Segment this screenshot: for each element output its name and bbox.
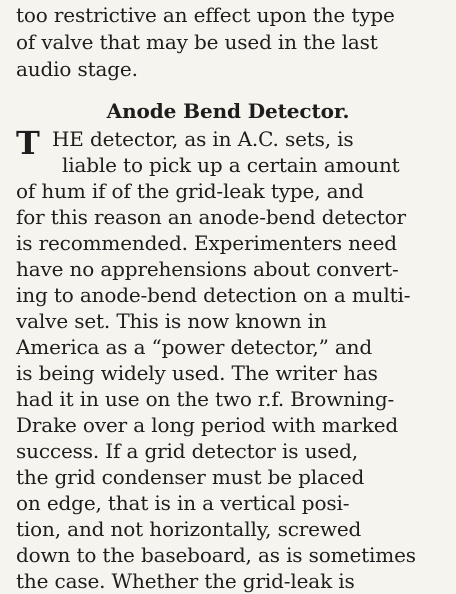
body-line: have no apprehensions about convert- xyxy=(16,257,399,281)
intro-line: audio stage. xyxy=(16,57,138,81)
intro-line: of valve that may be used in the last xyxy=(16,30,378,54)
body-line: America as a “power detector,” and xyxy=(16,335,373,359)
body-line: Drake over a long period with marked xyxy=(16,413,399,437)
body-line-first: HE detector, as in A.C. sets, is xyxy=(52,127,354,151)
body-line: down to the baseboard, as is sometimes xyxy=(16,543,416,567)
body-line: tion, and not horizontally, screwed xyxy=(16,517,362,541)
body-line: the case. Whether the grid-leak is xyxy=(16,569,355,593)
intro-line: too restrictive an effect upon the type xyxy=(16,3,395,27)
body-line: ing to anode-bend detection on a multi- xyxy=(16,283,411,307)
body-line: of hum if of the grid-leak type, and xyxy=(16,179,364,203)
body-line: had it in use on the two r.f. Browning- xyxy=(16,387,395,411)
body-line: success. If a grid detector is used, xyxy=(16,439,358,463)
body-line: is recommended. Experimenters need xyxy=(16,231,397,255)
body-line: the grid condenser must be placed xyxy=(16,465,365,489)
body-line: on edge, that is in a vertical posi- xyxy=(16,491,350,515)
drop-cap: T xyxy=(16,124,40,162)
body-line: is being widely used. The writer has xyxy=(16,361,378,385)
body-line: for this reason an anode-bend detector xyxy=(16,205,406,229)
body-line: liable to pick up a certain amount xyxy=(62,153,400,177)
section-heading: Anode Bend Detector. xyxy=(106,99,350,123)
body-line: valve set. This is now known in xyxy=(16,309,327,333)
